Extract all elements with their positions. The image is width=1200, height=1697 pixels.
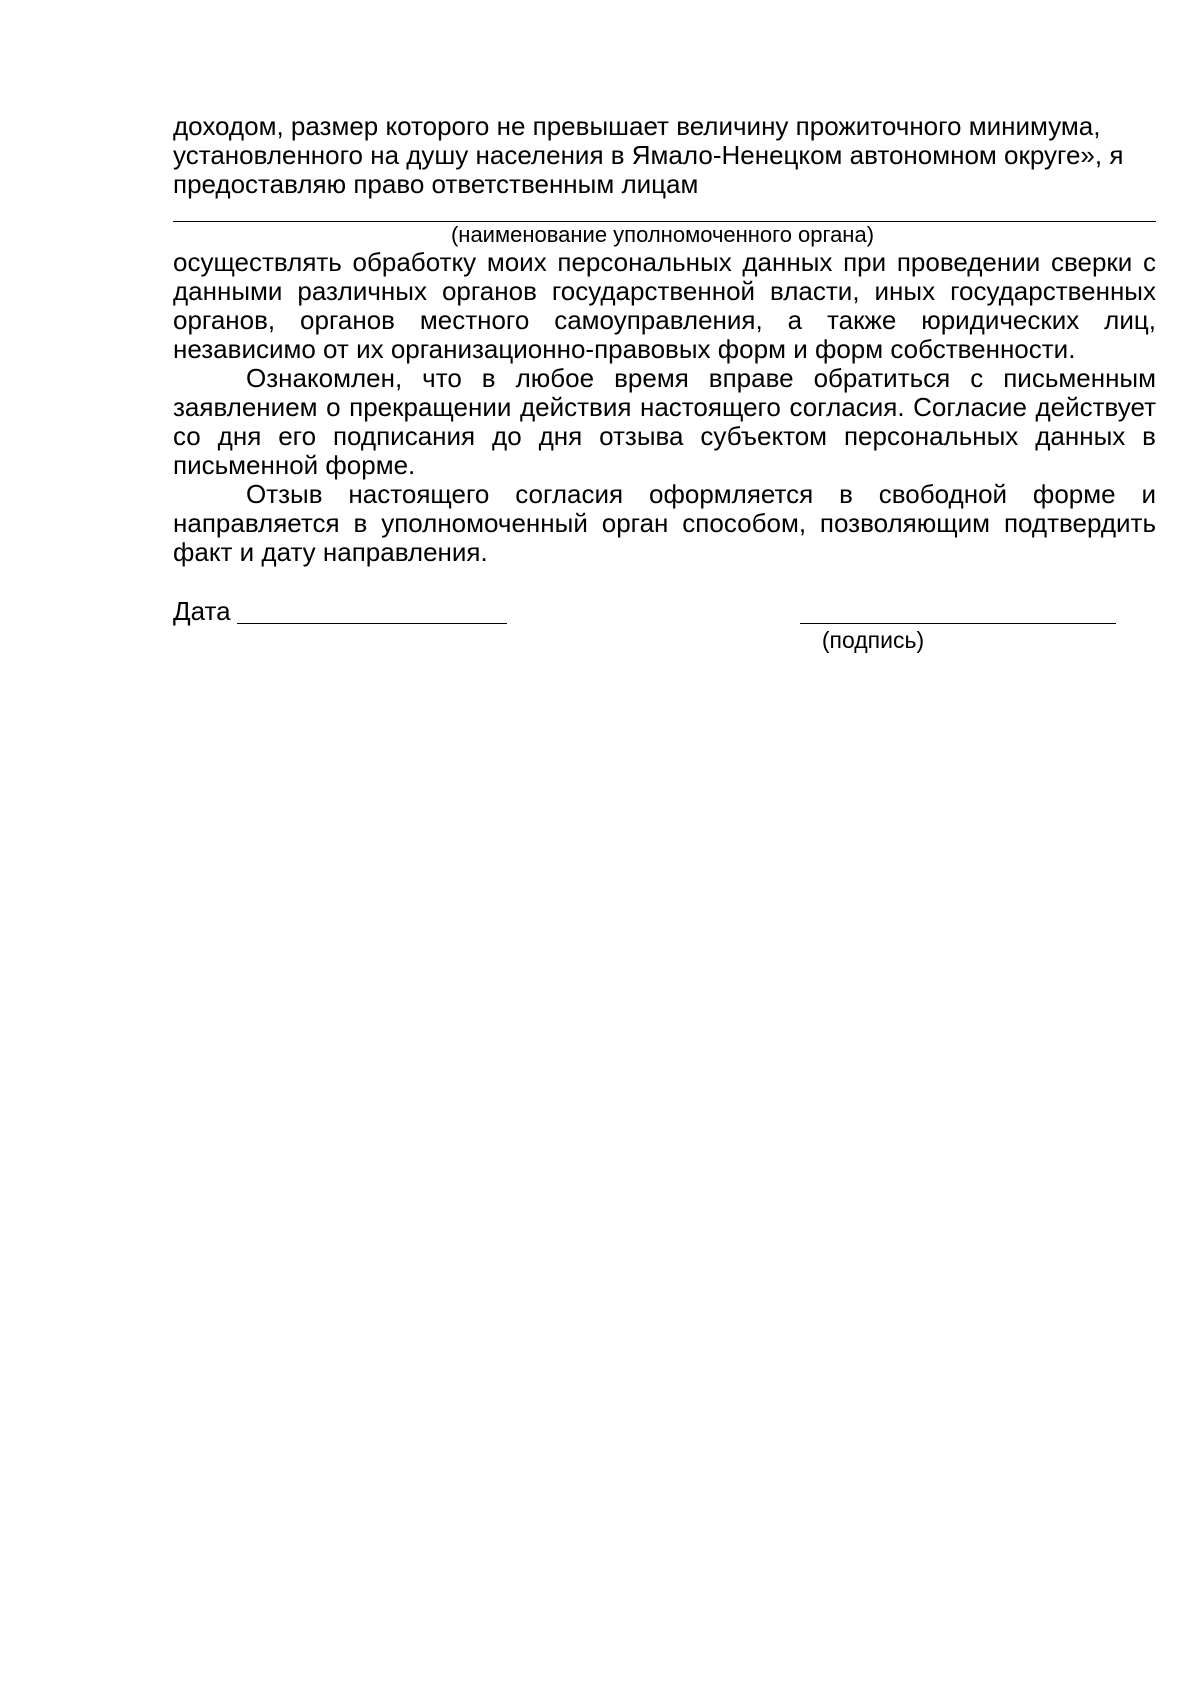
signature-row — [173, 597, 1156, 657]
withdrawal-paragraph: Отзыв настоящего согласия оформляется в свободной форме и направляется в уполномоченный орган способом, позволяющим подтвердить факт и дату направления. — [173, 479, 1156, 567]
document-body — [173, 112, 1156, 657]
processing-paragraph: осуществлять обработку моих персональных данных при проведении сверки с данными различных органов государственной власти, иных государственных органов, органов местного самоуправления, а также юридических лиц, независимо от их организационно-правовых форм и форм собственности. — [173, 247, 1156, 364]
intro-paragraph: доходом, размер которого не превышает величину прожиточного минимума, установленного на душу населения в Ямало-Ненецком автономном округе», я предоставляю право ответственным лицам — [173, 111, 1124, 199]
date-label: Дата — [173, 596, 231, 626]
organization-name-caption: (наименование уполномоченного органа) — [450, 222, 875, 247]
date-blank-line — [237, 623, 507, 624]
signature-blank-line — [800, 623, 1116, 624]
acknowledgement-paragraph: Ознакомлен, что в любое время вправе обратиться с письменным заявлением о прекращении действия настоящего согласия. Согласие действует со дня его подписания до дня отзыва субъектом персональных данных в письменной форме. — [173, 363, 1156, 480]
signature-caption: (подпись) — [821, 627, 925, 653]
